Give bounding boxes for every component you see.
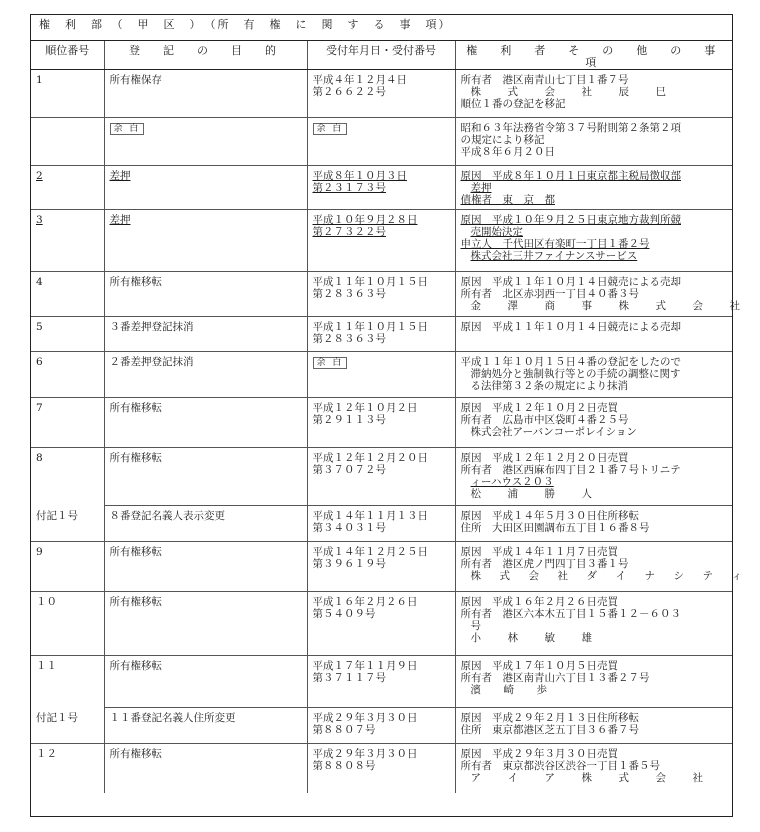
table-row: [31, 118, 732, 166]
reception-date: 平成４年１２月４日: [312, 74, 407, 86]
reception-number: 第３９６１９号: [312, 558, 386, 570]
detail-line: 売開始決定: [470, 226, 523, 238]
purpose-cell: 所有権移転: [104, 398, 307, 448]
reception-number: 第２８３６３号: [312, 333, 386, 345]
detail-line: 平成８年６月２０日: [460, 146, 555, 158]
rank-cell: 8: [31, 448, 104, 506]
table-row: [31, 210, 732, 272]
reception-date: 平成２９年３月３０日: [312, 748, 418, 760]
detail-line: 所有者 港区南青山六丁目１３番２７号: [460, 672, 650, 684]
table-row: [31, 70, 732, 118]
column-header-row: [31, 41, 732, 70]
reception-cell: [307, 448, 455, 506]
detail-line: 原因 平成１１年１０月１４日競売による売却: [460, 276, 681, 288]
detail-line: 原因 平成１０年９月２５日東京地方裁判所競: [460, 214, 681, 226]
blank-stamp: 余 白: [313, 357, 348, 369]
detail-line: 住所 大田区田園調布五丁目１６番８号: [460, 522, 650, 534]
details-cell: [455, 317, 732, 352]
reception-number: 第２７３２２号: [312, 226, 386, 238]
col-date-header: 受付年月日・受付番号: [307, 41, 455, 70]
rank-cell: 5: [31, 317, 104, 352]
purpose-cell: ３番差押登記抹消: [104, 317, 307, 352]
rank-cell: 9: [31, 542, 104, 592]
table-row: [31, 656, 732, 708]
table-row: [31, 592, 732, 656]
reception-cell: [307, 118, 455, 166]
rank-cell: 6: [31, 352, 104, 398]
reception-cell: [307, 708, 455, 744]
detail-line: 株式会社アーバンコーポレイション: [470, 426, 637, 438]
reception-number: 第８８０８号: [312, 760, 376, 772]
detail-line: る法律第３２条の規定により抹消: [470, 380, 628, 392]
reception-date: 平成２９年３月３０日: [312, 712, 418, 724]
table-row: [31, 166, 732, 210]
detail-line: 所有者 北区赤羽西一丁目４０番３号: [460, 288, 639, 300]
purpose-cell: 所有権移転: [104, 448, 307, 506]
rank-cell: 7: [31, 398, 104, 448]
reception-date: 平成１１年１０月１５日: [312, 276, 428, 288]
rank-cell: 1: [31, 70, 104, 118]
reception-cell: [307, 656, 455, 708]
table-row: [31, 506, 732, 542]
purpose-cell: [104, 118, 307, 166]
detail-line: 順位１番の登記を移記: [460, 98, 566, 110]
reception-cell: [307, 317, 455, 352]
reception-number: 第２８３６３号: [312, 288, 386, 300]
reception-number: 第３７０７２号: [312, 464, 386, 476]
detail-line: 住所 東京都港区芝五丁目３６番７号: [460, 724, 639, 736]
col-details-header: 権 利 者 そ の 他 の 事 項: [455, 41, 732, 70]
reception-number: 第２９１１３号: [312, 414, 386, 426]
reception-cell: [307, 70, 455, 118]
reception-cell: [307, 542, 455, 592]
details-cell: [455, 166, 732, 210]
details-cell: [455, 352, 732, 398]
detail-line: 昭和６３年法務省令第３７号附則第２条第２項: [460, 122, 681, 134]
detail-line: 所有者 港区南青山七丁目１番７号: [460, 74, 629, 86]
detail-line: 原因 平成１４年１１月７日売買: [460, 546, 618, 558]
purpose-cell: ８番登記名義人表示変更: [104, 506, 307, 542]
purpose-cell: 差押: [104, 210, 307, 272]
purpose-cell: 所有権移転: [104, 542, 307, 592]
rank-cell: １２: [31, 744, 104, 793]
table-row: [31, 272, 732, 317]
reception-date: 平成１２年１０月２日: [312, 402, 418, 414]
purpose-cell: 差押: [104, 166, 307, 210]
detail-line: 株式会社三井ファイナンスサービス: [470, 250, 638, 262]
detail-line: 所有者 東京都渋谷区渋谷一丁目１番５号: [460, 760, 660, 772]
rank-cell: 付記１号: [31, 708, 104, 744]
purpose-cell: 所有権保存: [104, 70, 307, 118]
detail-line: ィーハウス２０３: [470, 476, 554, 488]
table-row: [31, 744, 732, 793]
detail-line: 原因 平成２９年３月３０日売買: [460, 748, 618, 760]
detail-line: ア イ ア 株 式 会 社: [470, 772, 711, 784]
reception-date: 平成８年１０月３日: [312, 170, 407, 182]
reception-number: 第３４０３１号: [312, 522, 386, 534]
detail-line: 原因 平成１１年１０月１４日競売による売却: [460, 321, 681, 333]
reception-number: 第２３１７３号: [312, 182, 386, 194]
reception-cell: [307, 506, 455, 542]
detail-line: 債権者 東 京 都: [460, 194, 555, 206]
detail-line: 原因 平成１４年５月３０日住所移転: [460, 510, 639, 522]
detail-line: 平成１１年１０月１５日４番の登記をしたので: [460, 356, 681, 368]
details-cell: [455, 210, 732, 272]
rank-cell: 付記１号: [31, 506, 104, 542]
details-cell: [455, 656, 732, 708]
reception-number: 第３７１１７号: [312, 672, 386, 684]
detail-line: 松 浦 勝 人: [470, 488, 600, 500]
blank-stamp: 余 白: [313, 123, 348, 135]
detail-line: 所有者 港区虎ノ門四丁目３番１号: [460, 558, 629, 570]
details-cell: [455, 592, 732, 656]
section-title: 権 利 部 （ 甲 区 ） （所 有 権 に 関 す る 事 項）: [31, 15, 732, 41]
detail-line: 原因 平成１７年１０月５日売買: [460, 660, 618, 672]
details-cell: [455, 448, 732, 506]
table-row: [31, 448, 732, 506]
details-cell: [455, 708, 732, 744]
purpose-cell: ２番差押登記抹消: [104, 352, 307, 398]
details-cell: [455, 70, 732, 118]
detail-line: 原因 平成８年１０月１日東京都主税局徴収部: [460, 170, 681, 182]
purpose-cell: 所有権移転: [104, 272, 307, 317]
purpose-cell: 所有権移転: [104, 656, 307, 708]
rank-cell: [31, 118, 104, 166]
table-row: [31, 708, 732, 744]
detail-line: 差押: [470, 182, 492, 194]
table-row: [31, 398, 732, 448]
details-cell: [455, 542, 746, 592]
detail-line: 滞納処分と強制執行等との手続の調整に関す: [470, 368, 681, 380]
reception-cell: [307, 352, 455, 398]
reception-number: 第５４０９号: [312, 608, 376, 620]
rank-cell: 2: [31, 166, 104, 210]
rank-cell: １０: [31, 592, 104, 656]
detail-line: 所有者 港区六本木五丁目１５番１２－６０３: [460, 608, 681, 620]
details-cell: [455, 398, 732, 448]
purpose-cell: 所有権移転: [104, 744, 307, 793]
detail-line: 濱 崎 歩: [470, 684, 553, 696]
detail-line: 株 式 会 社 辰 巳: [470, 86, 674, 98]
blank-stamp: 余 白: [110, 123, 145, 135]
rank-cell: １１: [31, 656, 104, 708]
rank-cell: 4: [31, 272, 104, 317]
reception-date: 平成１０年９月２８日: [312, 214, 418, 226]
detail-line: 小 林 敏 雄: [470, 632, 600, 644]
detail-line: 金 澤 商 事 株 式 会 社: [470, 300, 748, 312]
reception-cell: [307, 272, 455, 317]
detail-line: 原因 平成１６年２月２６日売買: [460, 596, 618, 608]
detail-line: の規定により移記: [460, 134, 545, 146]
reception-date: 平成１４年１２月２５日: [312, 546, 428, 558]
detail-line: 原因 平成１２年１２月２０日売買: [460, 452, 629, 464]
detail-line: 原因 平成２９年２月１３日住所移転: [460, 712, 639, 724]
detail-line: 株 式 会 社 ダ イ ナ シ テ ィ: [470, 570, 746, 582]
reception-date: 平成１７年１１月９日: [312, 660, 418, 672]
rights-register-table: [31, 15, 748, 793]
purpose-cell: 所有権移転: [104, 592, 307, 656]
table-row: [31, 317, 732, 352]
rank-cell: 3: [31, 210, 104, 272]
section-title-row: [31, 15, 732, 41]
reception-cell: [307, 592, 455, 656]
detail-line: 原因 平成１２年１０月２日売買: [460, 402, 618, 414]
reception-date: 平成１１年１０月１５日: [312, 321, 428, 333]
col-rank-header: 順位番号: [31, 41, 104, 70]
reception-cell: [307, 210, 455, 272]
table-row: [31, 352, 732, 398]
col-purpose-header: 登 記 の 目 的: [104, 41, 307, 70]
reception-cell: [307, 166, 455, 210]
details-cell: [455, 118, 732, 166]
detail-line: 号: [470, 620, 481, 632]
table-row: [31, 542, 732, 592]
detail-line: 所有者 港区西麻布四丁目２１番７号トリニテ: [460, 464, 681, 476]
reception-date: 平成１４年１１月１３日: [312, 510, 428, 522]
purpose-cell: １１番登記名義人住所変更: [104, 708, 307, 744]
reception-cell: [307, 398, 455, 448]
reception-number: 第８８０７号: [312, 724, 376, 736]
reception-date: 平成１２年１２月２０日: [312, 452, 428, 464]
reception-date: 平成１６年２月２６日: [312, 596, 418, 608]
reception-cell: [307, 744, 455, 793]
details-cell: [455, 744, 732, 793]
detail-line: 申立人 千代田区有楽町一丁目１番２号: [460, 238, 650, 250]
reception-number: 第２６６２２号: [312, 86, 386, 98]
detail-line: 所有者 広島市中区袋町４番２５号: [460, 414, 629, 426]
details-cell: [455, 272, 748, 317]
details-cell: [455, 506, 732, 542]
register-sheet: [30, 14, 748, 817]
